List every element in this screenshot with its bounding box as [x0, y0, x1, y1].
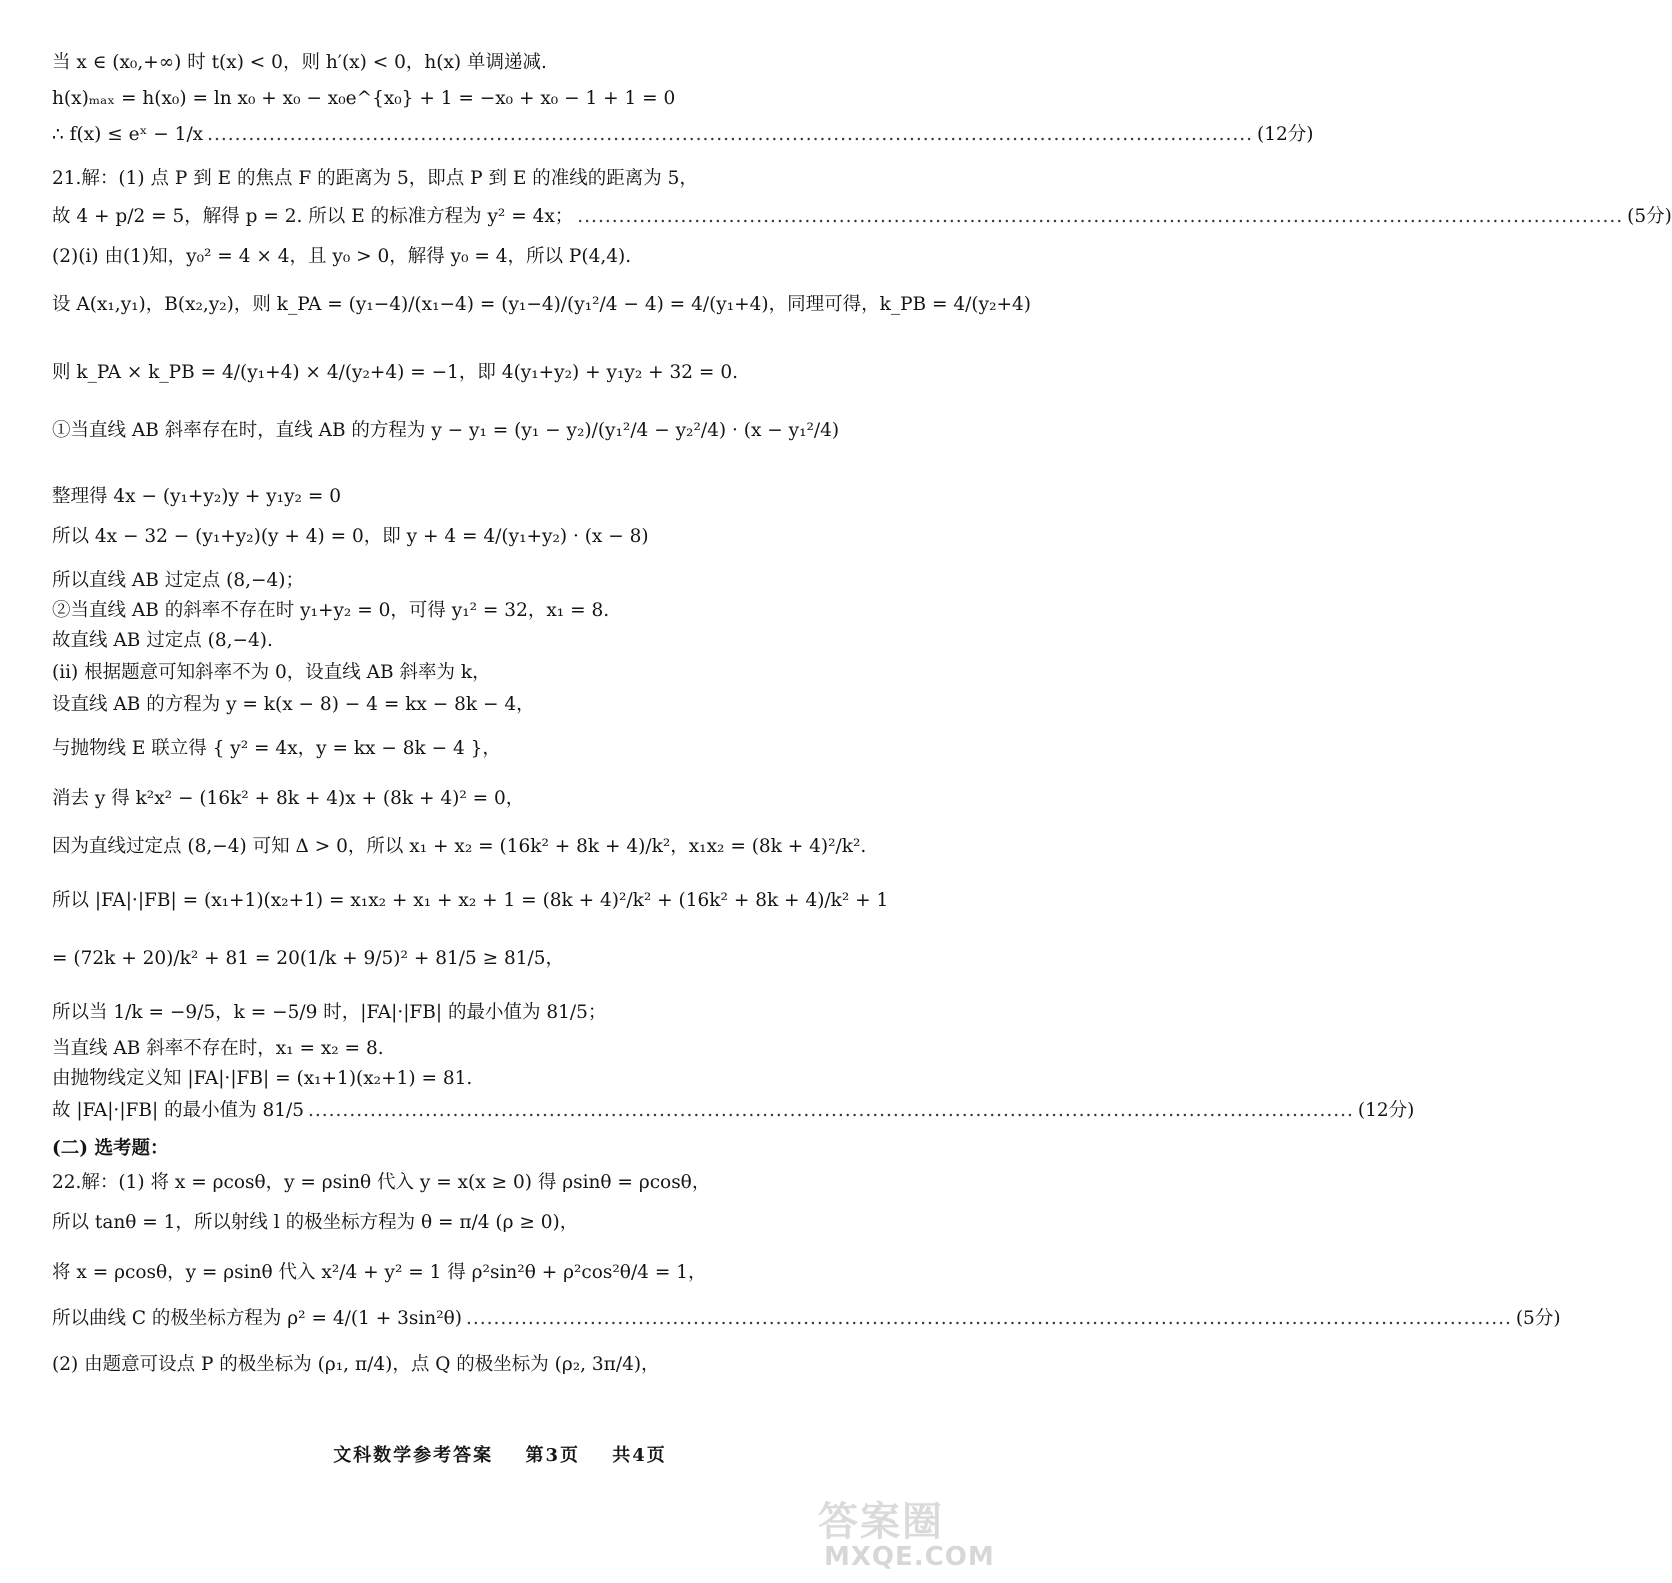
line-text: 设 A(x₁,y₁)，B(x₂,y₂)，则 k_PA = (y₁−4)/(x₁−4) = (y₁−4)/(y₁²/4 − 4) = 4/(y₁+4)，同理可得，k_PB = 4/(y₂+4) — [52, 294, 1031, 315]
text-line-22 — [52, 1000, 934, 1026]
dot-leader: ........................................................................................................................................................ — [207, 124, 1253, 145]
line-text: 由抛物线定义知 |FA|·|FB| = (x₁+1)(x₂+1) = 81. — [52, 1068, 473, 1089]
line-text: h(x)ₘₐₓ = h(x₀) = ln x₀ + x₀ − x₀e^{x₀} + 1 = −x₀ + x₀ − 1 + 1 = 0 — [52, 88, 676, 109]
line-text: 所以当 1/k = −9/5，k = −5/9 时，|FA|·|FB| 的最小值为 81/5； — [52, 1002, 607, 1023]
text-line-4 — [52, 166, 934, 192]
line-text: (ii) 根据题意可知斜率不为 0，设直线 AB 斜率为 k， — [52, 662, 491, 683]
footer-title: 文科数学参考答案 — [333, 1445, 494, 1466]
text-line-9 — [52, 418, 934, 444]
text-line-10 — [52, 484, 934, 510]
dot-leader: ........................................................................................................................................................ — [577, 206, 1624, 227]
line-text: 所以曲线 C 的极坐标方程为 ρ² = 4/(1 + 3sin²θ) — [52, 1308, 462, 1329]
text-line-30 — [52, 1306, 1561, 1332]
watermark-domain: MXQE.COM — [824, 1542, 995, 1572]
line-text: (2)(i) 由(1)知，y₀² = 4 × 4，且 y₀ > 0，解得 y₀ = 4，所以 P(4,4). — [52, 246, 632, 267]
text-line-26 — [52, 1136, 934, 1162]
line-text: 将 x = ρcosθ，y = ρsinθ 代入 x²/4 + y² = 1 得 ρ²sin²θ + ρ²cos²θ/4 = 1， — [52, 1262, 707, 1283]
text-line-8 — [52, 360, 934, 386]
text-line-23 — [52, 1036, 934, 1062]
text-line-31 — [52, 1352, 934, 1378]
text-line-18 — [52, 786, 934, 812]
score-label: (12分) — [1256, 124, 1314, 145]
line-text: 设直线 AB 的方程为 y = k(x − 8) − 4 = kx − 8k − 4， — [52, 694, 535, 715]
score-label: (5分) — [1515, 1308, 1561, 1329]
page-total: 共4页 — [612, 1445, 667, 1466]
text-line-28 — [52, 1210, 934, 1236]
line-text: 当 x ∈ (x₀,+∞) 时 t(x) < 0，则 h′(x) < 0，h(x) 单调递减. — [52, 52, 547, 73]
text-line-7 — [52, 292, 1031, 318]
text-line-1 — [52, 50, 934, 76]
line-text: 故直线 AB 过定点 (8,−4). — [52, 630, 273, 651]
text-line-14 — [52, 628, 934, 654]
line-text: 22.解：(1) 将 x = ρcosθ，y = ρsinθ 代入 y = x(x ≥ 0) 得 ρsinθ = ρcosθ， — [52, 1172, 711, 1193]
text-line-15 — [52, 660, 934, 686]
line-text: 所以 |FA|·|FB| = (x₁+1)(x₂+1) = x₁x₂ + x₁ + x₂ + 1 = (8k + 4)²/k² + (16k² + 8k + 4)/k² + 1 — [52, 890, 889, 911]
line-text: 所以 tanθ = 1，所以射线 l 的极坐标方程为 θ = π/4 (ρ ≥ 0)， — [52, 1212, 579, 1233]
text-line-17 — [52, 736, 934, 762]
line-text: 所以直线 AB 过定点 (8,−4)； — [52, 570, 304, 591]
line-text: 当直线 AB 斜率不存在时，x₁ = x₂ = 8. — [52, 1038, 384, 1059]
line-text: ①当直线 AB 斜率存在时，直线 AB 的方程为 y − y₁ = (y₁ − y₂)/(y₁²/4 − y₂²/4) · (x − y₁²/4) — [52, 420, 840, 441]
score-label: (5分) — [1627, 206, 1672, 227]
line-text: 故 |FA|·|FB| 的最小值为 81/5 — [52, 1100, 305, 1121]
line-text: ∴ f(x) ≤ eˣ − 1/x — [52, 124, 204, 145]
dot-leader: ........................................................................................................................................................ — [465, 1308, 1512, 1329]
text-line-11 — [52, 524, 934, 550]
watermark-text: 答案圈 — [818, 1498, 944, 1545]
dot-leader: ........................................................................................................................................................ — [308, 1100, 1354, 1121]
text-line-21 — [52, 946, 934, 972]
line-text: 故 4 + p/2 = 5，解得 p = 2. 所以 E 的标准方程为 y² = 4x； — [52, 206, 574, 227]
line-text: 与抛物线 E 联立得 { y² = 4x，y = kx − 8k − 4 }， — [52, 738, 501, 759]
text-line-29 — [52, 1260, 934, 1286]
text-line-24 — [52, 1066, 934, 1092]
text-line-19 — [52, 834, 934, 860]
line-text: 所以 4x − 32 − (y₁+y₂)(y + 4) = 0，即 y + 4 = 4/(y₁+y₂) · (x − 8) — [52, 526, 649, 547]
text-line-12 — [52, 568, 934, 594]
text-line-13 — [52, 598, 934, 624]
line-text: 整理得 4x − (y₁+y₂)y + y₁y₂ = 0 — [52, 486, 341, 507]
text-line-16 — [52, 692, 934, 718]
score-label: (12分) — [1357, 1100, 1415, 1121]
line-text: ②当直线 AB 的斜率不存在时 y₁+y₂ = 0，可得 y₁² = 32，x₁ = 8. — [52, 600, 610, 621]
text-line-3 — [52, 122, 1314, 148]
page-number: 第3页 — [525, 1445, 580, 1466]
line-text: 21.解：(1) 点 P 到 E 的焦点 F 的距离为 5，即点 P 到 E 的准线的距离为 5， — [52, 168, 698, 189]
line-text: 消去 y 得 k²x² − (16k² + 8k + 4)x + (8k + 4)² = 0， — [52, 788, 525, 809]
line-text: = (72k + 20)/k² + 81 = 20(1/k + 9/5)² + 81/5 ≥ 81/5， — [52, 948, 565, 969]
line-text: (2) 由题意可设点 P 的极坐标为 (ρ₁, π/4)，点 Q 的极坐标为 (ρ₂, 3π/4)， — [52, 1354, 660, 1375]
text-line-5 — [52, 204, 1672, 230]
watermark-logo — [808, 1490, 995, 1580]
section-heading: (二) 选考题： — [52, 1138, 169, 1159]
line-text: 则 k_PA × k_PB = 4/(y₁+4) × 4/(y₂+4) = −1，即 4(y₁+y₂) + y₁y₂ + 32 = 0. — [52, 362, 738, 383]
line-text: 因为直线过定点 (8,−4) 可知 Δ > 0，所以 x₁ + x₂ = (16k² + 8k + 4)/k²，x₁x₂ = (8k + 4)²/k². — [52, 836, 867, 857]
text-line-2 — [52, 86, 934, 112]
text-line-6 — [52, 244, 934, 270]
page-footer — [0, 1441, 1000, 1467]
text-line-20 — [52, 888, 934, 914]
text-line-25 — [52, 1098, 1415, 1124]
text-line-27 — [52, 1170, 934, 1196]
